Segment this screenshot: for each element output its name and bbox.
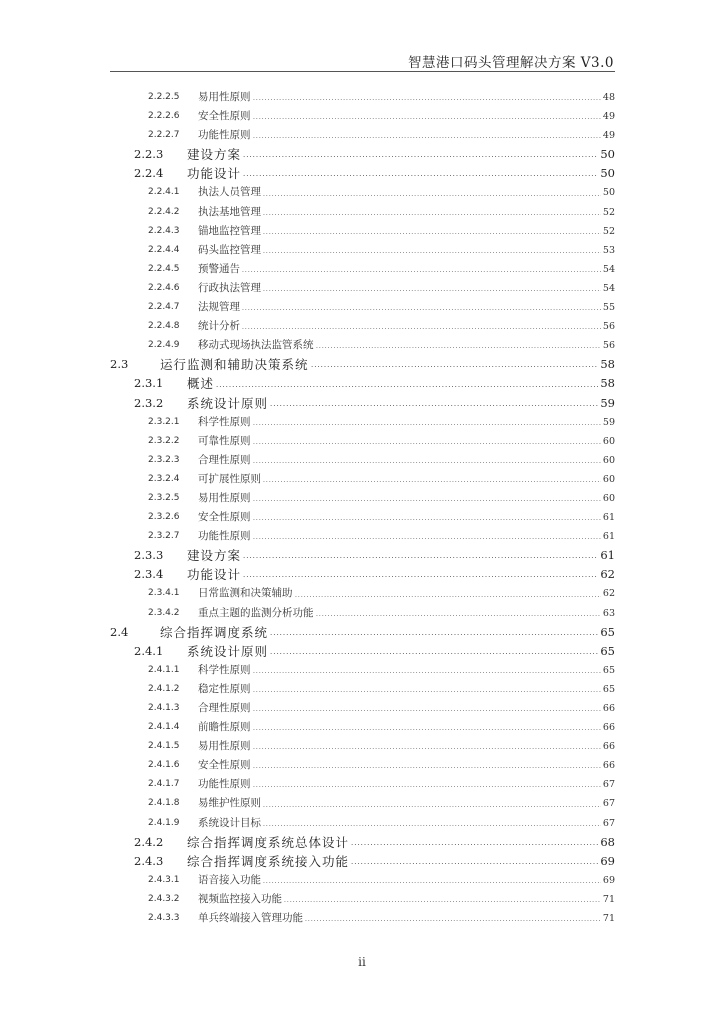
toc-entry[interactable] bbox=[110, 260, 615, 279]
toc-entry-page: 69 bbox=[602, 874, 615, 886]
toc-dot-leader bbox=[253, 489, 601, 508]
toc-entry-number: 2.4.1.7 bbox=[148, 779, 180, 790]
toc-dot-leader bbox=[316, 604, 601, 623]
toc-entry-title: 重点主题的监测分析功能 bbox=[198, 606, 314, 619]
toc-entry-title: 合理性原则 bbox=[198, 453, 251, 466]
toc-entry[interactable] bbox=[110, 317, 615, 336]
toc-entry-page: 53 bbox=[602, 244, 615, 256]
toc-entry-page: 65 bbox=[600, 643, 615, 658]
table-of-contents bbox=[110, 88, 615, 928]
toc-entry[interactable] bbox=[110, 451, 615, 470]
toc-entry-page: 50 bbox=[600, 166, 615, 181]
toc-entry[interactable] bbox=[110, 355, 615, 374]
toc-dot-leader bbox=[263, 183, 601, 202]
toc-dot-leader bbox=[263, 222, 601, 241]
toc-entry-title: 建设方案 bbox=[187, 147, 242, 163]
toc-entry-number: 2.4.1.2 bbox=[148, 683, 180, 694]
toc-dot-leader bbox=[263, 279, 601, 298]
toc-entry-title: 语音接入功能 bbox=[198, 873, 261, 886]
toc-entry-page: 61 bbox=[602, 531, 615, 543]
toc-entry[interactable] bbox=[110, 699, 615, 718]
toc-dot-leader bbox=[253, 432, 601, 451]
toc-entry-page: 56 bbox=[602, 340, 615, 352]
toc-entry-number: 2.3.2 bbox=[134, 395, 164, 410]
toc-entry-title: 执法基地管理 bbox=[198, 205, 261, 218]
toc-entry-page: 55 bbox=[602, 302, 615, 314]
toc-entry-number: 2.4.3.2 bbox=[148, 893, 180, 904]
toc-entry-number: 2.2.4.5 bbox=[148, 263, 180, 274]
toc-entry-page: 48 bbox=[602, 92, 615, 103]
toc-entry-page: 63 bbox=[602, 607, 615, 619]
toc-entry-title: 功能性原则 bbox=[198, 530, 251, 543]
toc-entry-title: 前瞻性原则 bbox=[198, 721, 251, 734]
toc-entry-page: 54 bbox=[602, 282, 615, 294]
toc-entry[interactable] bbox=[110, 183, 615, 202]
toc-entry-number: 2.4.1 bbox=[134, 643, 164, 658]
toc-entry-page: 71 bbox=[602, 893, 615, 905]
toc-entry-page: 59 bbox=[600, 395, 615, 410]
toc-entry-title: 锚地监控管理 bbox=[198, 224, 261, 237]
toc-entry-page: 54 bbox=[602, 263, 615, 275]
toc-entry[interactable] bbox=[110, 794, 615, 813]
toc-entry-number: 2.2.4 bbox=[134, 166, 164, 181]
toc-dot-leader bbox=[263, 241, 601, 260]
toc-entry-page: 65 bbox=[602, 664, 615, 676]
toc-entry-page: 62 bbox=[602, 588, 615, 600]
toc-entry[interactable] bbox=[110, 680, 615, 699]
toc-entry-number: 2.3.2.3 bbox=[148, 454, 180, 465]
toc-dot-leader bbox=[253, 737, 601, 756]
toc-entry-title: 易用性原则 bbox=[198, 91, 251, 103]
toc-entry-title: 功能性原则 bbox=[198, 129, 251, 142]
toc-entry-title: 行政执法管理 bbox=[198, 281, 261, 294]
toc-entry-number: 2.3 bbox=[110, 357, 129, 372]
toc-dot-leader bbox=[253, 527, 601, 546]
toc-entry-title: 法规管理 bbox=[198, 301, 240, 314]
toc-entry-number: 2.3.2.6 bbox=[148, 512, 180, 523]
toc-entry-number: 2.4.1.8 bbox=[148, 798, 180, 809]
toc-entry-number: 2.3.2.7 bbox=[148, 531, 180, 542]
toc-entry-page: 61 bbox=[602, 512, 615, 524]
toc-dot-leader bbox=[263, 794, 601, 813]
toc-dot-leader bbox=[253, 107, 601, 126]
toc-entry-number: 2.2.4.6 bbox=[148, 282, 180, 293]
toc-dot-leader bbox=[253, 413, 601, 432]
toc-entry[interactable] bbox=[110, 336, 615, 355]
toc-entry-title: 概述 bbox=[187, 376, 215, 392]
toc-entry[interactable] bbox=[110, 871, 615, 890]
toc-entry[interactable] bbox=[110, 374, 615, 393]
toc-entry-number: 2.3.2.1 bbox=[148, 416, 180, 427]
toc-entry-number: 2.4 bbox=[110, 624, 129, 639]
toc-entry-title: 可扩展性原则 bbox=[198, 472, 261, 485]
toc-dot-leader bbox=[351, 833, 598, 852]
toc-entry-title: 视频监控接入功能 bbox=[198, 892, 282, 905]
toc-dot-leader bbox=[263, 203, 601, 222]
toc-entry-page: 68 bbox=[600, 834, 615, 849]
toc-entry[interactable] bbox=[110, 737, 615, 756]
toc-entry-number: 2.3.4.2 bbox=[148, 607, 180, 618]
toc-entry-number: 2.4.3.3 bbox=[148, 913, 180, 924]
toc-entry[interactable] bbox=[110, 565, 615, 584]
toc-dot-leader bbox=[253, 680, 601, 699]
toc-dot-leader bbox=[253, 661, 601, 680]
toc-entry-title: 科学性原则 bbox=[198, 663, 251, 676]
toc-entry[interactable] bbox=[110, 527, 615, 546]
toc-entry-title: 综合指挥调度系统接入功能 bbox=[187, 853, 350, 869]
toc-entry-page: 56 bbox=[602, 321, 615, 333]
toc-entry-number: 2.2.4.9 bbox=[148, 340, 180, 351]
toc-entry-number: 2.2.4.8 bbox=[148, 321, 180, 332]
toc-dot-leader bbox=[316, 336, 601, 355]
toc-entry-title: 预警通告 bbox=[198, 262, 240, 275]
toc-entry-page: 58 bbox=[600, 376, 615, 391]
toc-dot-leader bbox=[242, 260, 601, 279]
toc-entry[interactable] bbox=[110, 107, 615, 126]
toc-entry-page: 66 bbox=[602, 722, 615, 734]
toc-entry[interactable] bbox=[110, 470, 615, 489]
toc-entry-page: 60 bbox=[602, 454, 615, 466]
toc-entry-title: 系统设计原则 bbox=[187, 395, 269, 411]
toc-entry[interactable] bbox=[110, 833, 615, 852]
toc-entry-number: 2.2.2.5 bbox=[148, 92, 180, 102]
toc-entry-title: 单兵终端接入管理功能 bbox=[198, 912, 303, 925]
toc-entry-page: 58 bbox=[600, 357, 615, 372]
toc-entry[interactable] bbox=[110, 909, 615, 928]
toc-entry[interactable] bbox=[110, 413, 615, 432]
toc-dot-leader bbox=[253, 718, 601, 737]
toc-entry-number: 2.4.1.3 bbox=[148, 703, 180, 713]
toc-dot-leader bbox=[242, 317, 601, 336]
document-header-title: 智慧港口码头管理解决方案 V3.0 bbox=[407, 55, 614, 71]
toc-entry[interactable] bbox=[110, 203, 615, 222]
toc-dot-leader bbox=[305, 909, 601, 928]
toc-dot-leader bbox=[216, 374, 598, 393]
toc-entry-title: 系统设计原则 bbox=[187, 643, 269, 659]
toc-entry-number: 2.3.2.2 bbox=[148, 435, 180, 446]
toc-entry[interactable] bbox=[110, 852, 615, 871]
toc-entry-page: 69 bbox=[600, 853, 615, 868]
toc-entry-title: 系统设计目标 bbox=[198, 816, 261, 829]
toc-entry[interactable] bbox=[110, 604, 615, 623]
toc-entry-title: 功能设计 bbox=[187, 166, 242, 182]
toc-entry-number: 2.4.2 bbox=[134, 834, 164, 849]
toc-entry-title: 运行监测和辅助决策系统 bbox=[160, 357, 309, 373]
toc-entry-number: 2.2.2.7 bbox=[148, 130, 180, 141]
toc-dot-leader bbox=[253, 775, 601, 794]
toc-entry-number: 2.3.4.1 bbox=[148, 588, 180, 599]
toc-entry-title: 安全性原则 bbox=[198, 511, 251, 524]
toc-dot-leader bbox=[253, 126, 601, 145]
toc-entry-title: 统计分析 bbox=[198, 320, 240, 333]
toc-entry[interactable] bbox=[110, 546, 615, 565]
toc-entry-title: 码头监控管理 bbox=[198, 243, 261, 256]
toc-dot-leader bbox=[263, 871, 601, 890]
toc-entry-page: 67 bbox=[602, 817, 615, 829]
toc-entry[interactable] bbox=[110, 241, 615, 260]
toc-dot-leader bbox=[311, 355, 598, 374]
toc-entry-title: 可靠性原则 bbox=[198, 434, 251, 447]
toc-entry[interactable] bbox=[110, 584, 615, 603]
toc-entry-number: 2.2.4.4 bbox=[148, 244, 180, 255]
toc-dot-leader bbox=[253, 756, 601, 775]
toc-entry-page: 52 bbox=[602, 206, 615, 218]
toc-entry[interactable] bbox=[110, 279, 615, 298]
toc-entry[interactable] bbox=[110, 222, 615, 241]
toc-entry[interactable] bbox=[110, 623, 615, 642]
toc-entry-title: 功能性原则 bbox=[198, 778, 251, 791]
toc-entry-page: 60 bbox=[602, 473, 615, 485]
toc-entry[interactable] bbox=[110, 489, 615, 508]
page-number: ii bbox=[358, 955, 366, 969]
toc-entry-number: 2.3.4 bbox=[134, 567, 164, 582]
toc-entry-number: 2.2.4.2 bbox=[148, 206, 180, 217]
toc-entry[interactable] bbox=[110, 88, 615, 107]
toc-entry-number: 2.2.3 bbox=[134, 147, 164, 162]
toc-dot-leader bbox=[243, 565, 598, 584]
toc-entry-page: 49 bbox=[602, 130, 615, 142]
toc-entry-page: 66 bbox=[602, 760, 615, 772]
toc-entry-page: 60 bbox=[602, 492, 615, 504]
toc-entry-number: 2.4.1.9 bbox=[148, 817, 180, 828]
toc-entry[interactable] bbox=[110, 775, 615, 794]
toc-entry-number: 2.3.2.5 bbox=[148, 492, 180, 503]
toc-dot-leader bbox=[351, 852, 598, 871]
toc-dot-leader bbox=[253, 88, 601, 107]
toc-entry-title: 移动式现场执法监管系统 bbox=[198, 339, 314, 352]
toc-entry-page: 71 bbox=[602, 913, 615, 925]
toc-entry[interactable] bbox=[110, 432, 615, 451]
toc-dot-leader bbox=[243, 546, 598, 565]
toc-entry[interactable] bbox=[110, 718, 615, 737]
toc-entry-title: 安全性原则 bbox=[198, 759, 251, 772]
toc-dot-leader bbox=[253, 699, 601, 718]
toc-entry[interactable] bbox=[110, 145, 615, 164]
toc-entry[interactable] bbox=[110, 661, 615, 680]
toc-dot-leader bbox=[243, 164, 598, 183]
toc-entry-number: 2.3.3 bbox=[134, 548, 164, 563]
toc-entry-page: 62 bbox=[600, 567, 615, 582]
toc-dot-leader bbox=[270, 394, 598, 413]
toc-entry-title: 执法人员管理 bbox=[198, 186, 261, 199]
toc-entry-number: 2.3.1 bbox=[134, 376, 164, 391]
toc-entry[interactable] bbox=[110, 814, 615, 833]
toc-entry-title: 建设方案 bbox=[187, 548, 242, 564]
toc-entry-page: 61 bbox=[600, 548, 615, 563]
toc-dot-leader bbox=[263, 814, 601, 833]
toc-entry-title: 科学性原则 bbox=[198, 415, 251, 428]
toc-entry[interactable] bbox=[110, 642, 615, 661]
toc-entry-title: 易用性原则 bbox=[198, 491, 251, 504]
toc-entry[interactable] bbox=[110, 298, 615, 317]
toc-entry[interactable] bbox=[110, 508, 615, 527]
toc-entry[interactable] bbox=[110, 394, 615, 413]
toc-dot-leader bbox=[243, 145, 598, 164]
toc-entry[interactable] bbox=[110, 126, 615, 145]
toc-dot-leader bbox=[263, 470, 601, 489]
toc-entry-number: 2.2.2.6 bbox=[148, 111, 180, 122]
toc-dot-leader bbox=[270, 642, 598, 661]
toc-entry-page: 66 bbox=[602, 741, 615, 753]
toc-entry-page: 52 bbox=[602, 225, 615, 237]
header-divider bbox=[110, 71, 615, 72]
toc-entry-number: 2.4.1.1 bbox=[148, 664, 180, 675]
toc-entry-number: 2.3.2.4 bbox=[148, 473, 180, 484]
toc-dot-leader bbox=[284, 890, 601, 909]
toc-entry-number: 2.2.4.3 bbox=[148, 225, 180, 236]
toc-entry-title: 安全性原则 bbox=[198, 110, 251, 123]
toc-dot-leader bbox=[295, 584, 601, 603]
toc-entry-title: 综合指挥调度系统总体设计 bbox=[187, 834, 350, 850]
toc-entry-page: 65 bbox=[602, 683, 615, 695]
toc-dot-leader bbox=[253, 508, 601, 527]
toc-entry-page: 67 bbox=[602, 798, 615, 810]
toc-entry-number: 2.2.4.1 bbox=[148, 187, 180, 198]
toc-entry-number: 2.4.3 bbox=[134, 853, 164, 868]
toc-dot-leader bbox=[242, 298, 601, 317]
toc-entry-page: 60 bbox=[602, 435, 615, 447]
toc-entry[interactable] bbox=[110, 756, 615, 775]
toc-dot-leader bbox=[270, 623, 598, 642]
toc-entry-title: 稳定性原则 bbox=[198, 682, 251, 695]
toc-entry-number: 2.4.1.5 bbox=[148, 741, 180, 752]
toc-entry-title: 易用性原则 bbox=[198, 740, 251, 753]
toc-entry-title: 合理性原则 bbox=[198, 702, 251, 714]
toc-entry-title: 易维护性原则 bbox=[198, 797, 261, 810]
toc-entry-title: 功能设计 bbox=[187, 567, 242, 583]
toc-entry-title: 日常监测和决策辅助 bbox=[198, 587, 293, 600]
toc-entry-page: 49 bbox=[602, 111, 615, 123]
toc-entry-page: 65 bbox=[600, 624, 615, 639]
toc-entry[interactable] bbox=[110, 890, 615, 909]
toc-entry-number: 2.2.4.7 bbox=[148, 302, 180, 313]
toc-entry-page: 59 bbox=[602, 416, 615, 428]
toc-entry-number: 2.4.1.6 bbox=[148, 760, 180, 771]
toc-dot-leader bbox=[253, 451, 601, 470]
toc-entry-title: 综合指挥调度系统 bbox=[160, 624, 269, 640]
toc-entry-page: 66 bbox=[602, 703, 615, 714]
toc-entry[interactable] bbox=[110, 164, 615, 183]
toc-entry-number: 2.4.1.4 bbox=[148, 722, 180, 733]
toc-entry-page: 50 bbox=[600, 147, 615, 162]
toc-entry-page: 67 bbox=[602, 779, 615, 791]
toc-entry-page: 50 bbox=[602, 187, 615, 199]
toc-entry-number: 2.4.3.1 bbox=[148, 874, 180, 885]
